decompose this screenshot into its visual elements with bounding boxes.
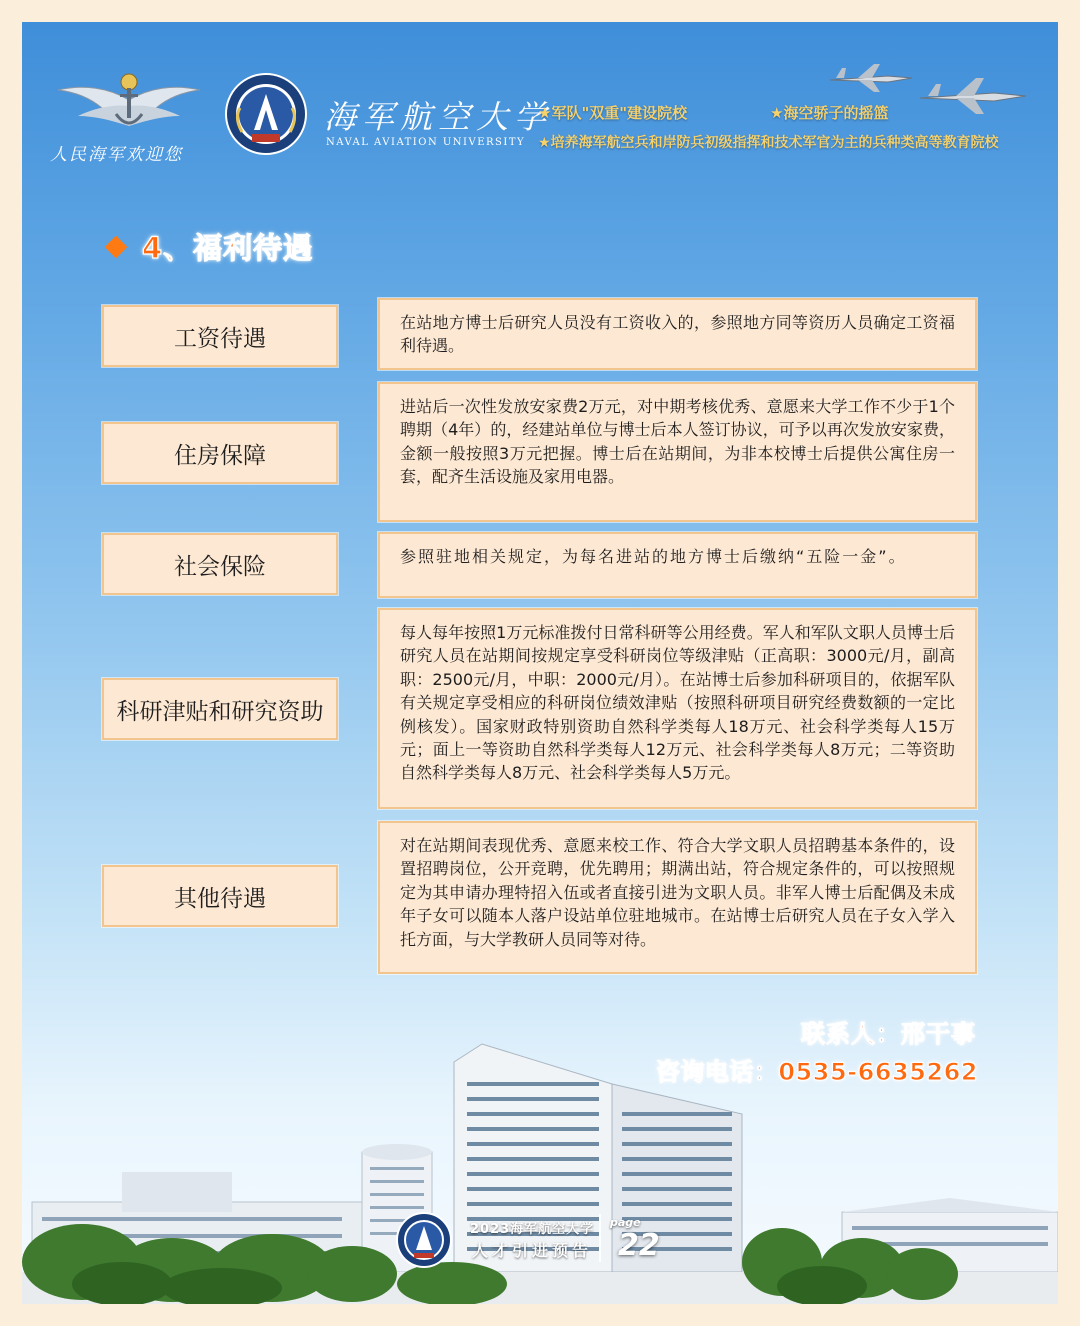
benefit-description-social-insurance: 参照驻地相关规定，为每名进站的地方博士后缴纳“五险一金”。 (378, 532, 977, 598)
fighter-jet-icon (918, 74, 1030, 118)
motto-text: ★海空骄子的摇篮 (770, 104, 889, 122)
benefit-description-research-allowance: 每人每年按照1万元标准拨付日常科研等公用经费。军人和军队文职人员博士后研究人员在站期间按规定享受科研岗位等级津贴（正高职：3000元/月，副高职：2500元/月，中职：2000元/月）。在站博士后参加科研项目的，依据军队有关规定享受相应的科研岗位绩效津贴（按照科研项目研究经费数额的一定比例核发）。国家财政特别资助自然科学类每人18万元、社会科学类每人15万元；面上一等资助自然科学类每人12万元、社会科学类每人8万元；二等资助自然科学类每人8万元、社会科学类每人5万元。 (378, 608, 977, 809)
page-number: 22 (618, 1228, 660, 1263)
benefit-description-housing: 进站后一次性发放安家费2万元，对中期考核优秀、意愿来大学工作不少于1个聘期（4年）的，经建站单位与博士后本人签订协议，可予以再次发放安家费，金额一般按照3万元把握。博士后在站期间，为非本校博士后提供公寓住房一套，配齐生活设施及家用电器。 (378, 382, 977, 522)
section-title-text: 4、福利待遇 (142, 231, 314, 265)
university-badge-icon (224, 72, 308, 156)
benefit-label-housing: 住房保障 (102, 422, 338, 484)
university-badge-icon (396, 1212, 452, 1268)
page-label: page (610, 1216, 641, 1229)
contact-phone: 咨询电话：0535-6635262 (655, 1058, 978, 1086)
benefit-label-salary: 工资待遇 (102, 305, 338, 367)
benefit-description-salary: 在站地方博士后研究人员没有工资收入的，参照地方同等资历人员确定工资福利待遇。 (378, 298, 977, 370)
benefit-label-social-insurance: 社会保险 (102, 533, 338, 595)
motto-text: ★军队"双重"建设院校 (538, 104, 688, 122)
section-title (108, 226, 313, 267)
fighter-jet-icon (828, 60, 918, 96)
footer-divider (599, 1214, 601, 1262)
diamond-bullet-icon (105, 235, 128, 258)
university-name: 海军航空大学 (324, 98, 553, 136)
university-name-english: NAVAL AVIATION UNIVERSITY (326, 137, 526, 148)
footer-title: 2023海军航空大学 (470, 1222, 595, 1237)
navy-slogan: 人民海军欢迎您 (50, 145, 183, 165)
benefit-label-other: 其他待遇 (102, 865, 338, 927)
benefit-description-other: 对在站期间表现优秀、意愿来校工作、符合大学文职人员招聘基本条件的，设置招聘岗位，公开竞聘，优先聘用；期满出站，符合规定条件的，可以按照规定为其申请办理特招入伍或者直接引进为文职人员。非军人博士后配偶及未成年子女可以随本人落户设站单位驻地城市。在站博士后研究人员在子女入学入托方面，与大学教研人员同等对待。 (378, 821, 977, 974)
motto-text: ★培养海军航空兵和岸防兵初级指挥和技术军官为主的兵种类高等教育院校 (538, 135, 999, 151)
contact-person: 联系人：邢干事 (801, 1020, 976, 1048)
navy-emblem-icon (54, 70, 204, 140)
benefit-label-research-allowance: 科研津贴和研究资助 (102, 678, 338, 740)
footer-subtitle: 人才引进预告 (472, 1241, 593, 1260)
poster-frame (22, 22, 1058, 1304)
